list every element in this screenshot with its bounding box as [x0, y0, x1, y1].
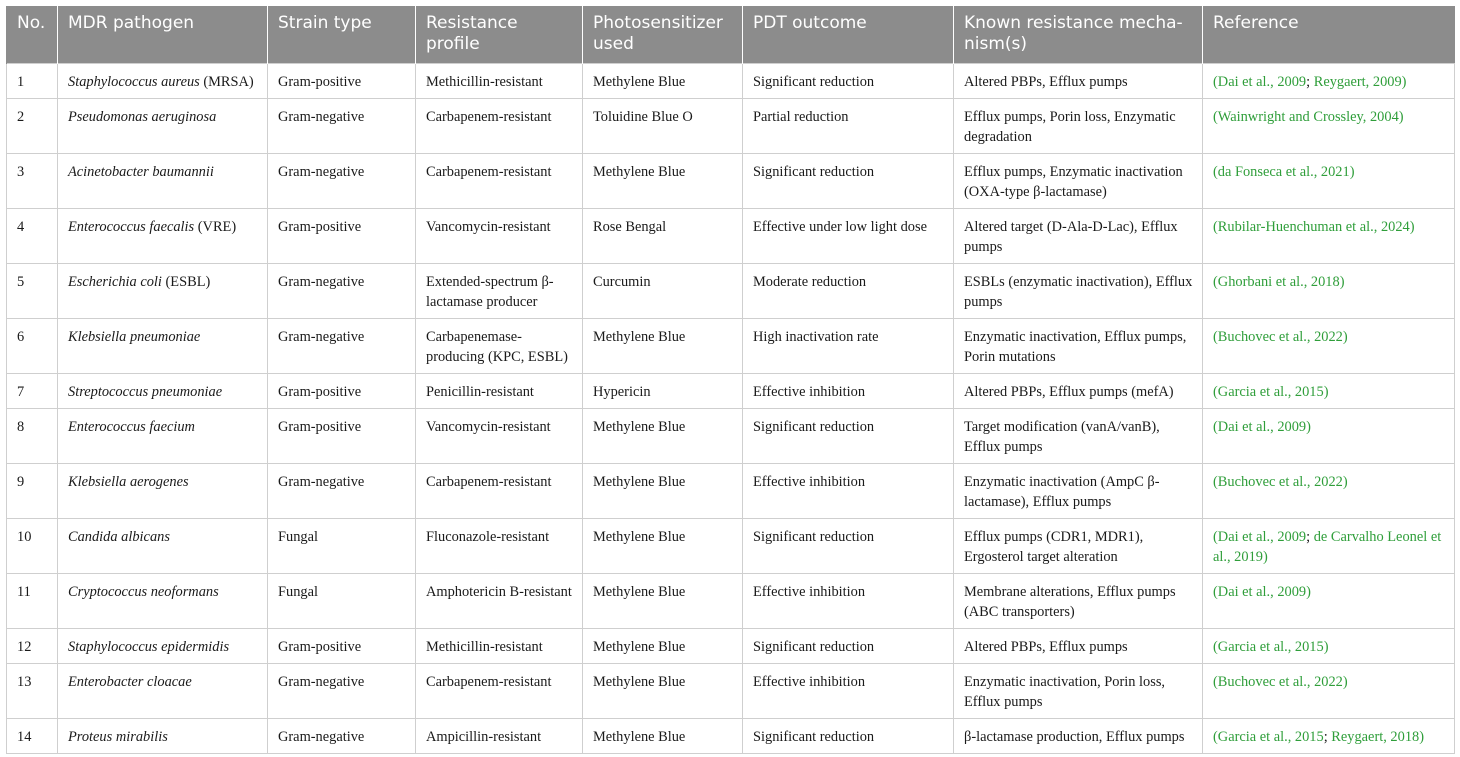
pathogen-name: Klebsiella aerogenes: [68, 474, 189, 490]
cell-no: 11: [7, 574, 58, 629]
cell-reference: (Garcia et al., 2015; Reygaert, 2018): [1203, 719, 1455, 754]
header-mdr-pathogen: MDR pathogen: [58, 6, 268, 64]
reference-link[interactable]: Buchovec et al., 2022: [1217, 674, 1343, 690]
cell-strain-type: Gram-negative: [268, 99, 416, 154]
table-row: [7, 99, 1455, 154]
cell-strain-type: Gram-negative: [268, 464, 416, 519]
table-row: [7, 719, 1455, 754]
cell-reference: (Garcia et al., 2015): [1203, 629, 1455, 664]
cell-resistance-mechanism: Altered PBPs, Efflux pumps: [954, 64, 1203, 99]
cell-resistance-mechanism: Target modification (vanA/vanB), Efflux pumps: [954, 409, 1203, 464]
cell-pathogen: [58, 154, 268, 209]
cell-no: 3: [7, 154, 58, 209]
cell-strain-type: Gram-negative: [268, 719, 416, 754]
reference-link[interactable]: Reygaert, 2018: [1331, 729, 1420, 745]
mdr-pathogen-table: [6, 6, 1455, 754]
cell-no: 6: [7, 319, 58, 374]
cell-photosensitizer: Curcumin: [583, 264, 743, 319]
cell-no: 12: [7, 629, 58, 664]
cell-pdt-outcome: Partial reduction: [743, 99, 954, 154]
cell-pdt-outcome: Significant reduction: [743, 519, 954, 574]
cell-photosensitizer: Methylene Blue: [583, 319, 743, 374]
cell-resistance-profile: Extended-spectrum β-lactamase producer: [416, 264, 583, 319]
cell-pathogen: [58, 209, 268, 264]
reference-link[interactable]: Dai et al., 2009: [1217, 74, 1307, 90]
cell-strain-type: Gram-negative: [268, 319, 416, 374]
cell-reference: (Dai et al., 2009): [1203, 409, 1455, 464]
cell-pathogen: [58, 409, 268, 464]
table-row: [7, 374, 1455, 409]
cell-reference: (Buchovec et al., 2022): [1203, 664, 1455, 719]
pathogen-suffix: (VRE): [194, 219, 237, 235]
cell-photosensitizer: Methylene Blue: [583, 519, 743, 574]
cell-strain-type: Gram-negative: [268, 154, 416, 209]
cell-pdt-outcome: Significant reduction: [743, 409, 954, 464]
table-row: [7, 664, 1455, 719]
cell-resistance-mechanism: Enzymatic inactivation, Porin loss, Efflux pumps: [954, 664, 1203, 719]
cell-resistance-mechanism: Enzymatic inactivation (AmpC β-lactamase), Efflux pumps: [954, 464, 1203, 519]
table-container: [6, 6, 1454, 754]
header-resistance-profile: Resistance profile: [416, 6, 583, 64]
cell-reference: (da Fonseca et al., 2021): [1203, 154, 1455, 209]
cell-reference: (Dai et al., 2009; Reygaert, 2009): [1203, 64, 1455, 99]
cell-pathogen: [58, 574, 268, 629]
cell-pathogen: [58, 464, 268, 519]
cell-resistance-profile: Methicillin-resistant: [416, 629, 583, 664]
cell-pdt-outcome: Effective under low light dose: [743, 209, 954, 264]
cell-resistance-mechanism: β-lactamase production, Efflux pumps: [954, 719, 1203, 754]
cell-resistance-mechanism: Enzymatic inactivation, Efflux pumps, Porin mutations: [954, 319, 1203, 374]
pathogen-name: Cryptococcus neoformans: [68, 584, 219, 600]
reference-link[interactable]: Buchovec et al., 2022: [1217, 329, 1343, 345]
cell-pdt-outcome: Effective inhibition: [743, 664, 954, 719]
table-row: [7, 519, 1455, 574]
table-row: [7, 409, 1455, 464]
cell-photosensitizer: Methylene Blue: [583, 719, 743, 754]
reference-link[interactable]: Dai et al., 2009: [1217, 419, 1307, 435]
pathogen-name: Enterococcus faecalis: [68, 219, 195, 235]
cell-photosensitizer: Toluidine Blue O: [583, 99, 743, 154]
cell-photosensitizer: Rose Bengal: [583, 209, 743, 264]
cell-strain-type: Fungal: [268, 574, 416, 629]
cell-reference: (Ghorbani et al., 2018): [1203, 264, 1455, 319]
cell-strain-type: Gram-positive: [268, 64, 416, 99]
cell-no: 14: [7, 719, 58, 754]
cell-resistance-profile: Ampicillin-resistant: [416, 719, 583, 754]
cell-resistance-profile: Carbapenem-resistant: [416, 664, 583, 719]
pathogen-name: Klebsiella pneumoniae: [68, 329, 201, 345]
cell-photosensitizer: Methylene Blue: [583, 574, 743, 629]
header-row: [7, 6, 1455, 64]
cell-strain-type: Gram-positive: [268, 409, 416, 464]
cell-pdt-outcome: Significant reduction: [743, 719, 954, 754]
cell-resistance-mechanism: Efflux pumps, Porin loss, Enzymatic degradation: [954, 99, 1203, 154]
cell-resistance-mechanism: Efflux pumps, Enzymatic inactivation (OXA-type β-lactamase): [954, 154, 1203, 209]
cell-reference: (Dai et al., 2009): [1203, 574, 1455, 629]
table-row: [7, 264, 1455, 319]
cell-resistance-profile: Carbapenem-resistant: [416, 464, 583, 519]
cell-pdt-outcome: Moderate reduction: [743, 264, 954, 319]
cell-pdt-outcome: Effective inhibition: [743, 574, 954, 629]
cell-resistance-mechanism: Altered PBPs, Efflux pumps (mefA): [954, 374, 1203, 409]
table-row: [7, 464, 1455, 519]
cell-no: 9: [7, 464, 58, 519]
reference-link[interactable]: Garcia et al., 2015: [1217, 384, 1324, 400]
cell-photosensitizer: Hypericin: [583, 374, 743, 409]
cell-pathogen: [58, 664, 268, 719]
cell-resistance-mechanism: Altered PBPs, Efflux pumps: [954, 629, 1203, 664]
reference-link[interactable]: Buchovec et al., 2022: [1217, 474, 1343, 490]
cell-no: 8: [7, 409, 58, 464]
cell-strain-type: Gram-positive: [268, 209, 416, 264]
cell-no: 10: [7, 519, 58, 574]
reference-link[interactable]: Garcia et al., 2015: [1217, 639, 1324, 655]
cell-no: 1: [7, 64, 58, 99]
reference-link[interactable]: da Fonseca et al., 2021: [1217, 164, 1350, 180]
reference-link[interactable]: Dai et al., 2009: [1217, 529, 1307, 545]
reference-link[interactable]: Reygaert, 2009: [1313, 74, 1402, 90]
pathogen-suffix: (MRSA): [199, 74, 254, 90]
cell-pathogen: [58, 64, 268, 99]
cell-pdt-outcome: Significant reduction: [743, 154, 954, 209]
cell-photosensitizer: Methylene Blue: [583, 629, 743, 664]
header-pdt-outcome: PDT outcome: [743, 6, 954, 64]
cell-pathogen: [58, 719, 268, 754]
header-reference: Reference: [1203, 6, 1455, 64]
header-resistance-mechanism: Known resistance mecha-nism(s): [954, 6, 1203, 64]
cell-resistance-mechanism: Efflux pumps (CDR1, MDR1), Ergosterol target alteration: [954, 519, 1203, 574]
cell-photosensitizer: Methylene Blue: [583, 464, 743, 519]
table-row: [7, 154, 1455, 209]
pathogen-suffix: (ESBL): [161, 274, 211, 290]
header-strain-type: Strain type: [268, 6, 416, 64]
cell-pdt-outcome: Effective inhibition: [743, 374, 954, 409]
table-body: [7, 64, 1455, 754]
cell-no: 7: [7, 374, 58, 409]
pathogen-name: Acinetobacter baumannii: [68, 164, 214, 180]
cell-resistance-profile: Amphotericin B-resistant: [416, 574, 583, 629]
cell-resistance-mechanism: Membrane alterations, Efflux pumps (ABC transporters): [954, 574, 1203, 629]
pathogen-name: Staphylococcus aureus: [68, 74, 200, 90]
reference-link[interactable]: Rubilar-Huenchuman et al., 2024: [1217, 219, 1410, 235]
pathogen-name: Escherichia coli: [68, 274, 162, 290]
table-row: [7, 64, 1455, 99]
cell-no: 4: [7, 209, 58, 264]
cell-resistance-profile: Carbapenem-resistant: [416, 154, 583, 209]
cell-photosensitizer: Methylene Blue: [583, 409, 743, 464]
cell-no: 13: [7, 664, 58, 719]
cell-photosensitizer: Methylene Blue: [583, 64, 743, 99]
pathogen-name: Proteus mirabilis: [68, 729, 168, 745]
cell-reference: (Buchovec et al., 2022): [1203, 464, 1455, 519]
cell-reference: (Rubilar-Huenchuman et al., 2024): [1203, 209, 1455, 264]
cell-reference: (Buchovec et al., 2022): [1203, 319, 1455, 374]
pathogen-name: Enterococcus faecium: [68, 419, 195, 435]
cell-strain-type: Fungal: [268, 519, 416, 574]
reference-link[interactable]: Wainwright and Crossley, 2004: [1217, 109, 1399, 125]
table-row: [7, 629, 1455, 664]
cell-pathogen: [58, 374, 268, 409]
pathogen-name: Streptococcus pneumoniae: [68, 384, 223, 400]
cell-no: 2: [7, 99, 58, 154]
reference-link[interactable]: Ghorbani et al., 2018: [1217, 274, 1340, 290]
cell-resistance-profile: Vancomycin-resistant: [416, 409, 583, 464]
table-row: [7, 209, 1455, 264]
cell-pathogen: [58, 519, 268, 574]
pathogen-name: Pseudomonas aeruginosa: [68, 109, 217, 125]
reference-link[interactable]: Garcia et al., 2015: [1217, 729, 1324, 745]
cell-resistance-profile: Fluconazole-resistant: [416, 519, 583, 574]
pathogen-name: Staphylococcus epidermidis: [68, 639, 230, 655]
reference-link[interactable]: Dai et al., 2009: [1217, 584, 1307, 600]
cell-photosensitizer: Methylene Blue: [583, 664, 743, 719]
cell-reference: (Dai et al., 2009; de Carvalho Leonel et al., 2019): [1203, 519, 1455, 574]
cell-resistance-profile: Methicillin-resistant: [416, 64, 583, 99]
cell-pdt-outcome: High inactivation rate: [743, 319, 954, 374]
cell-resistance-profile: Vancomycin-resistant: [416, 209, 583, 264]
cell-pathogen: [58, 629, 268, 664]
cell-no: 5: [7, 264, 58, 319]
cell-photosensitizer: Methylene Blue: [583, 154, 743, 209]
cell-resistance-mechanism: Altered target (D-Ala-D-Lac), Efflux pumps: [954, 209, 1203, 264]
cell-resistance-profile: Carbapenemase-producing (KPC, ESBL): [416, 319, 583, 374]
cell-resistance-profile: Carbapenem-resistant: [416, 99, 583, 154]
cell-pathogen: [58, 264, 268, 319]
cell-strain-type: Gram-positive: [268, 374, 416, 409]
cell-pathogen: [58, 319, 268, 374]
cell-pdt-outcome: Effective inhibition: [743, 464, 954, 519]
table-row: [7, 319, 1455, 374]
header-photosensitizer: Photosensitizer used: [583, 6, 743, 64]
pathogen-name: Candida albicans: [68, 529, 170, 545]
cell-reference: (Garcia et al., 2015): [1203, 374, 1455, 409]
cell-pdt-outcome: Significant reduction: [743, 629, 954, 664]
cell-resistance-mechanism: ESBLs (enzymatic inactivation), Efflux pumps: [954, 264, 1203, 319]
table-row: [7, 574, 1455, 629]
cell-strain-type: Gram-positive: [268, 629, 416, 664]
pathogen-name: Enterobacter cloacae: [68, 674, 192, 690]
cell-reference: (Wainwright and Crossley, 2004): [1203, 99, 1455, 154]
cell-strain-type: Gram-negative: [268, 664, 416, 719]
cell-strain-type: Gram-negative: [268, 264, 416, 319]
cell-pdt-outcome: Significant reduction: [743, 64, 954, 99]
cell-resistance-profile: Penicillin-resistant: [416, 374, 583, 409]
header-no: No.: [7, 6, 58, 64]
cell-pathogen: [58, 99, 268, 154]
reference-link[interactable]: de Carvalho Leonel et al., 2019: [1213, 529, 1442, 565]
